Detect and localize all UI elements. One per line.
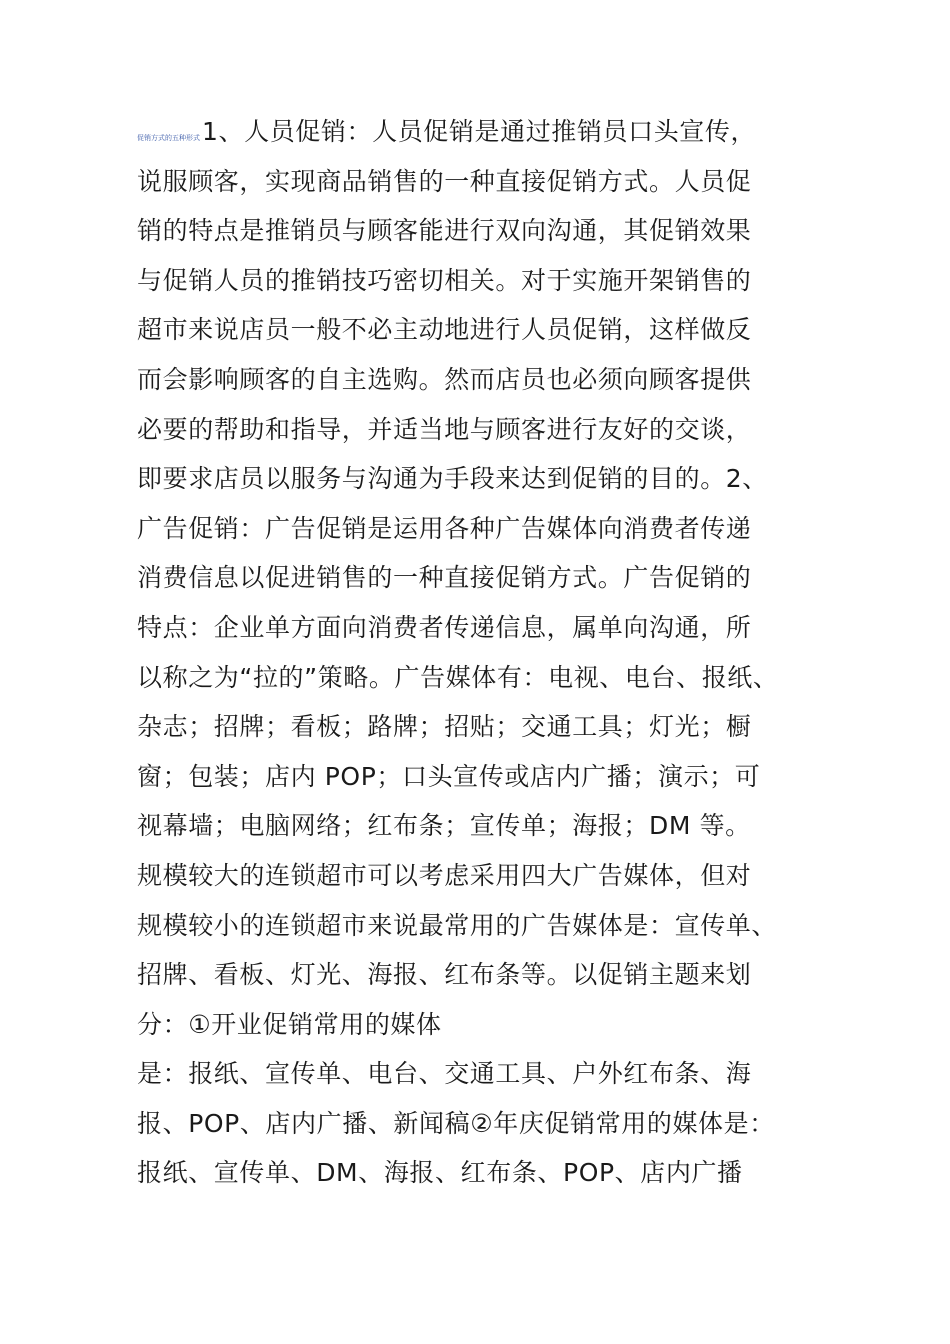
text-line: 说服顾客，实现商品销售的一种直接促销方式。人员促 <box>137 166 752 196</box>
text-line: 以称之为“拉的”策略。广告媒体有：电视、电台、报纸、 <box>137 662 779 692</box>
text-line: 特点：企业单方面向消费者传递信息，属单向沟通，所 <box>137 612 752 642</box>
body-text <box>137 107 857 1198</box>
text-line: 超市来说店员一般不必主动地进行人员促销，这样做反 <box>137 315 752 345</box>
text-line: 分：①开业促销常用的媒体 <box>137 1009 442 1039</box>
first-line-text: 1、人员促销：人员促销是通过推销员口头宣传， <box>202 117 757 146</box>
text-line: 报纸、宣传单、DM、海报、红布条、POP、店内广播 <box>137 1158 743 1188</box>
text-line: 消费信息以促进销售的一种直接促销方式。广告促销的 <box>137 563 752 593</box>
text-line: 即要求店员以服务与沟通为手段来达到促销的目的。2、 <box>137 464 768 494</box>
text-line: 广告促销：广告促销是运用各种广告媒体向消费者传递 <box>137 513 752 543</box>
header-note: 促销方式的五种形式 <box>137 134 200 142</box>
text-line: 与促销人员的推销技巧密切相关。对于实施开架销售的 <box>137 265 752 295</box>
text-line: 必要的帮助和指导，并适当地与顾客进行友好的交谈， <box>137 414 752 444</box>
text-line: 规模较大的连锁超市可以考虑采用四大广告媒体，但对 <box>137 860 752 890</box>
text-line: 窗；包装；店内 POP；口头宣传或店内广播；演示；可 <box>137 761 761 791</box>
text-line-1 <box>137 107 857 157</box>
text-line: 视幕墙；电脑网络；红布条；宣传单；海报；DM 等。 <box>137 811 751 841</box>
text-line: 而会影响顾客的自主选购。然而店员也必须向顾客提供 <box>137 364 752 394</box>
text-line: 销的特点是推销员与顾客能进行双向沟通，其促销效果 <box>137 216 752 246</box>
text-line: 招牌、看板、灯光、海报、红布条等。以促销主题来划 <box>137 960 752 990</box>
text-line: 杂志；招牌；看板；路牌；招贴；交通工具；灯光；橱 <box>137 712 752 742</box>
text-line: 报、POP、店内广播、新闻稿②年庆促销常用的媒体是： <box>137 1108 775 1138</box>
text-line: 是：报纸、宣传单、电台、交通工具、户外红布条、海 <box>137 1059 752 1089</box>
text-line: 规模较小的连锁超市来说最常用的广告媒体是：宣传单、 <box>137 910 778 940</box>
